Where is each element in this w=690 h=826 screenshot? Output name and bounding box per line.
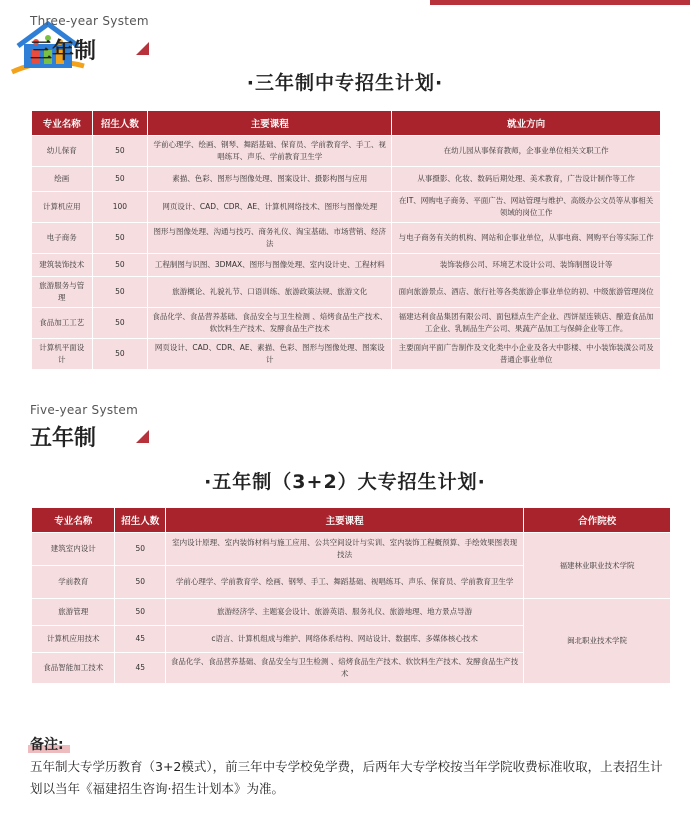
- table-row: [32, 339, 660, 369]
- enroll-count: 45: [115, 653, 165, 683]
- table-header-row: [32, 111, 660, 135]
- enroll-count: 45: [115, 626, 165, 652]
- main-courses: 学前心理学、绘画、钢琴、舞蹈基础、保育员、学前教育学、手工、视唱练耳、声乐、学前教育卫生学: [148, 136, 391, 166]
- enroll-count: 50: [93, 339, 148, 369]
- main-courses: 旅游概论、礼貌礼节、口语训练、旅游政策法规、旅游文化: [148, 277, 391, 307]
- table-row: [32, 254, 660, 276]
- three-year-chinese-title: 三年制: [30, 39, 97, 64]
- header-count: 招生人数: [115, 508, 165, 532]
- enroll-count: 50: [115, 533, 165, 565]
- enroll-count: 50: [93, 308, 148, 338]
- three-year-plan-title: ·三年制中专招生计划·: [246, 72, 444, 94]
- major-name: 电子商务: [32, 223, 92, 253]
- table-header-row: [32, 508, 670, 532]
- main-courses: 网页设计、CAD、CDR、AE、素描、色彩、图形与图像处理、图案设计: [148, 339, 391, 369]
- five-year-chinese-title: 五年制: [30, 426, 97, 451]
- major-name: 幼儿保育: [32, 136, 92, 166]
- partner-college: 福建林业职业技术学院: [524, 533, 670, 598]
- main-courses: 工程制图与识图、3DMAX、图形与图像处理、室内设计史、工程材料: [148, 254, 391, 276]
- table-row: [32, 223, 660, 253]
- header-courses: 主要课程: [166, 508, 523, 532]
- main-courses: 图形与图像处理、沟通与技巧、商务礼仪、淘宝基础、市场营销、经济法: [148, 223, 391, 253]
- header-major: 专业名称: [32, 508, 114, 532]
- job-direction: 福建达利食品集团有限公司、面包糕点生产企业、西饼屋连锁店、酿造食品加工企业、乳制品生产公司、果蔬产品加工与保鲜企业等工作。: [392, 308, 660, 338]
- major-name: 建筑室内设计: [32, 533, 114, 565]
- table-row: [32, 308, 660, 338]
- main-courses: 网页设计、CAD、CDR、AE、计算机网络技术、图形与图像处理: [148, 192, 391, 222]
- job-direction: 面向旅游景点、酒店、旅行社等各类旅游企事业单位的初、中级旅游管理岗位: [392, 277, 660, 307]
- header-count: 招生人数: [93, 111, 148, 135]
- table-row: [32, 599, 670, 625]
- partner-college: 闽北职业技术学院: [524, 599, 670, 683]
- job-direction: 主要面向平面广告制作及文化类中小企业及各大中影楼、中小装饰装潢公司及普通企事业单位: [392, 339, 660, 369]
- main-courses: 学前心理学、学前教育学、绘画、钢琴、手工、舞蹈基础、视唱练耳、声乐、保育员、学前教育卫生学: [166, 566, 523, 598]
- enroll-count: 50: [93, 277, 148, 307]
- main-courses: 食品化学、食品营养基础、食品安全与卫生检测 、焙烤食品生产技术、软饮料生产技术、发酵食品生产技术: [166, 653, 523, 683]
- main-courses: c语言、计算机组成与维护、网络体系结构、网站设计、数据库、多媒体核心技术: [166, 626, 523, 652]
- header-jobs: 就业方向: [392, 111, 660, 135]
- five-year-plan-table: [31, 507, 671, 684]
- major-name: 旅游管理: [32, 599, 114, 625]
- header-major: 专业名称: [32, 111, 92, 135]
- table-row: [32, 167, 660, 191]
- main-courses: 素描、色彩、图形与图像处理、图案设计、摄影构图与应用: [148, 167, 391, 191]
- header-college: 合作院校: [524, 508, 670, 532]
- job-direction: 在幼儿园从事保育教师，企事业单位相关文职工作: [392, 136, 660, 166]
- five-year-plan-title: ·五年制（3+2）大专招生计划·: [204, 471, 486, 493]
- main-courses: 室内设计原理、室内装饰材料与施工应用、公共空间设计与实训、室内装饰工程概预算、手绘效果图表现技法: [166, 533, 523, 565]
- major-name: 食品加工工艺: [32, 308, 92, 338]
- five-year-english-title: Five-year System: [30, 403, 139, 417]
- job-direction: 与电子商务有关的机构、网站和企事业单位，从事电商、网购平台等实际工作: [392, 223, 660, 253]
- title-triangle-icon: [136, 430, 149, 443]
- enroll-count: 50: [93, 223, 148, 253]
- main-courses: 旅游经济学、主题宴会设计、旅游英语、服务礼仪、旅游地理、地方景点导游: [166, 599, 523, 625]
- enroll-count: 50: [93, 136, 148, 166]
- major-name: 计算机应用技术: [32, 626, 114, 652]
- major-name: 计算机平面设计: [32, 339, 92, 369]
- enroll-count: 100: [93, 192, 148, 222]
- major-name: 绘画: [32, 167, 92, 191]
- enroll-count: 50: [115, 566, 165, 598]
- enroll-count: 50: [93, 254, 148, 276]
- major-name: 食品智能加工技术: [32, 653, 114, 683]
- table-row: [32, 533, 670, 565]
- enroll-count: 50: [115, 599, 165, 625]
- title-triangle-icon: [136, 42, 149, 55]
- major-name: 计算机应用: [32, 192, 92, 222]
- three-year-english-title: Three-year System: [30, 14, 149, 28]
- note-text: 五年制大专学历教育（3+2模式），前三年中专学校免学费，后两年大专学校按当年学院收费标准收取，上表招生计划以当年《福建招生咨询·招生计划本》为准。: [30, 759, 663, 796]
- major-name: 学前教育: [32, 566, 114, 598]
- main-courses: 食品化学、食品营养基础、食品安全与卫生检测 、焙烤食品生产技术、软饮料生产技术、发酵食品生产技术: [148, 308, 391, 338]
- job-direction: 在IT、网购电子商务、平面广告、网站管理与维护、高级办公文员等从事相关领域的岗位工作: [392, 192, 660, 222]
- header-courses: 主要课程: [148, 111, 391, 135]
- major-name: 建筑装饰技术: [32, 254, 92, 276]
- job-direction: 从事摄影、化妆、数码后期处理、美术教育，广告设计制作等工作: [392, 167, 660, 191]
- job-direction: 装饰装修公司、环境艺术设计公司、装饰制图设计等: [392, 254, 660, 276]
- table-row: [32, 136, 660, 166]
- three-year-plan-table: [31, 110, 661, 370]
- enroll-count: 50: [93, 167, 148, 191]
- table-row: [32, 277, 660, 307]
- top-accent-line: [430, 0, 690, 5]
- table-row: [32, 192, 660, 222]
- major-name: 旅游服务与管理: [32, 277, 92, 307]
- note-label: 备注:: [30, 737, 64, 753]
